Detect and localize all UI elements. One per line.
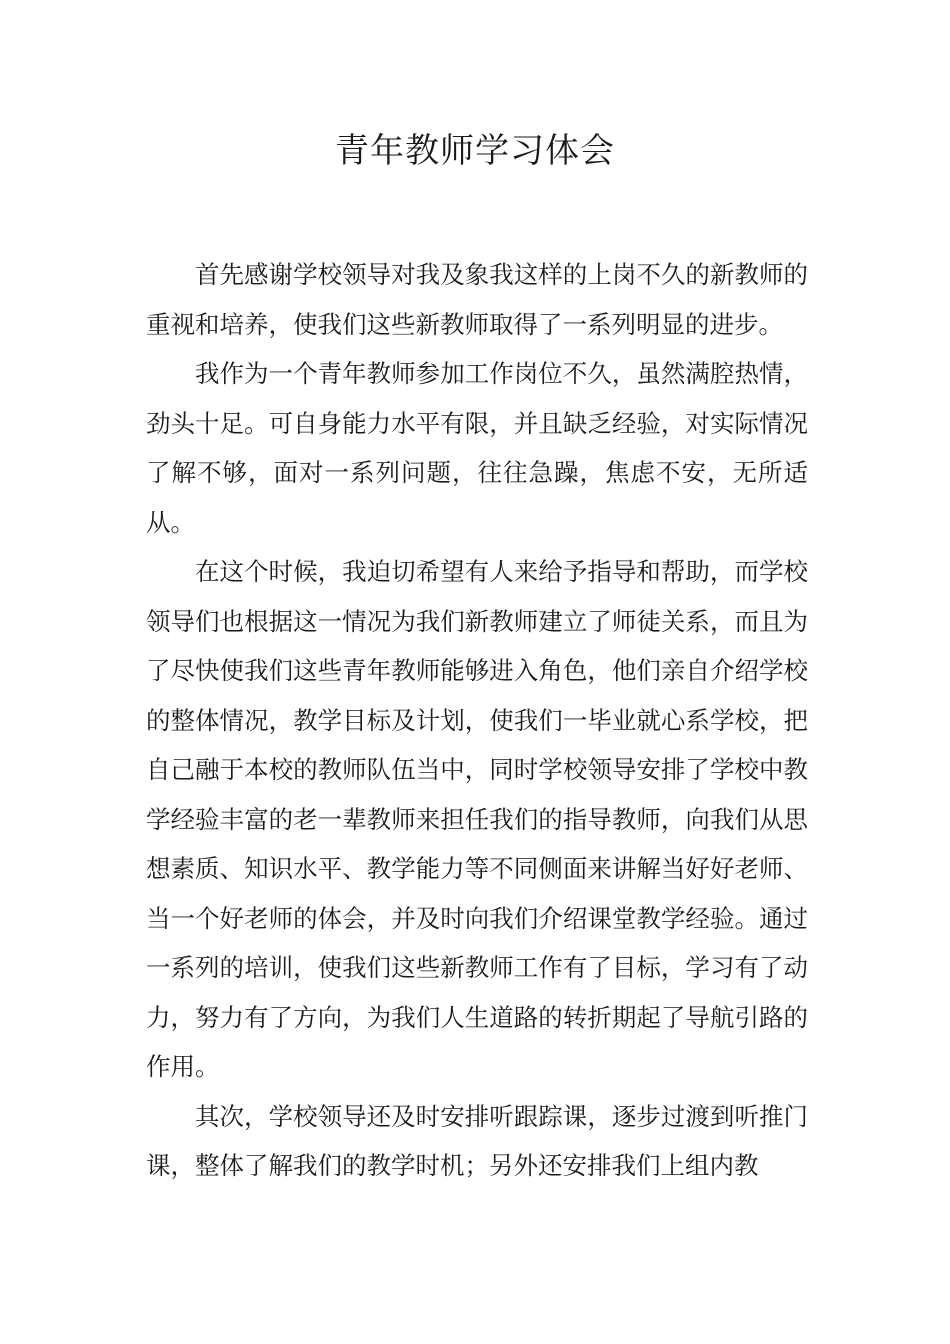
paragraph-3: 在这个时候，我迫切希望有人来给予指导和帮助，而学校领导们也根据这一情况为我们新教师建立了师徒关系，而且为了尽快使我们这些青年教师能够进入角色，他们亲自介绍学校的整体情况，教学目标及计划，使我们一毕业就心系学校，把自己融于本校的教师队伍当中，同时学校领导安排了学校中教学经验丰富的老一辈教师来担任我们的指导教师，向我们从思想素质、知识水平、教学能力等不同侧面来讲解当好好老师、当一个好老师的体会，并及时向我们介绍课堂教学经验。通过一系列的培训，使我们这些新教师工作有了目标，学习有了动力，努力有了方向，为我们人生道路的转折期起了导航引路的作用。 [146, 557, 808, 1081]
document-body [146, 250, 808, 1191]
paragraph-2: 我作为一个青年教师参加工作岗位不久，虽然满腔热情，劲头十足。可自身能力水平有限，并且缺乏经验，对实际情况了解不够，面对一系列问题，往往急躁，焦虑不安，无所适从。 [146, 359, 808, 537]
paragraph-1: 首先感谢学校领导对我及象我这样的上岗不久的新教师的重视和培养，使我们这些新教师取得了一系列明显的进步。 [146, 260, 808, 339]
document-title: 青年教师学习体会 [335, 131, 615, 171]
paragraph-4: 其次，学校领导还及时安排听跟踪课，逐步过渡到听推门课，整体了解我们的教学时机；另外还安排我们上组内教 [146, 1101, 808, 1180]
